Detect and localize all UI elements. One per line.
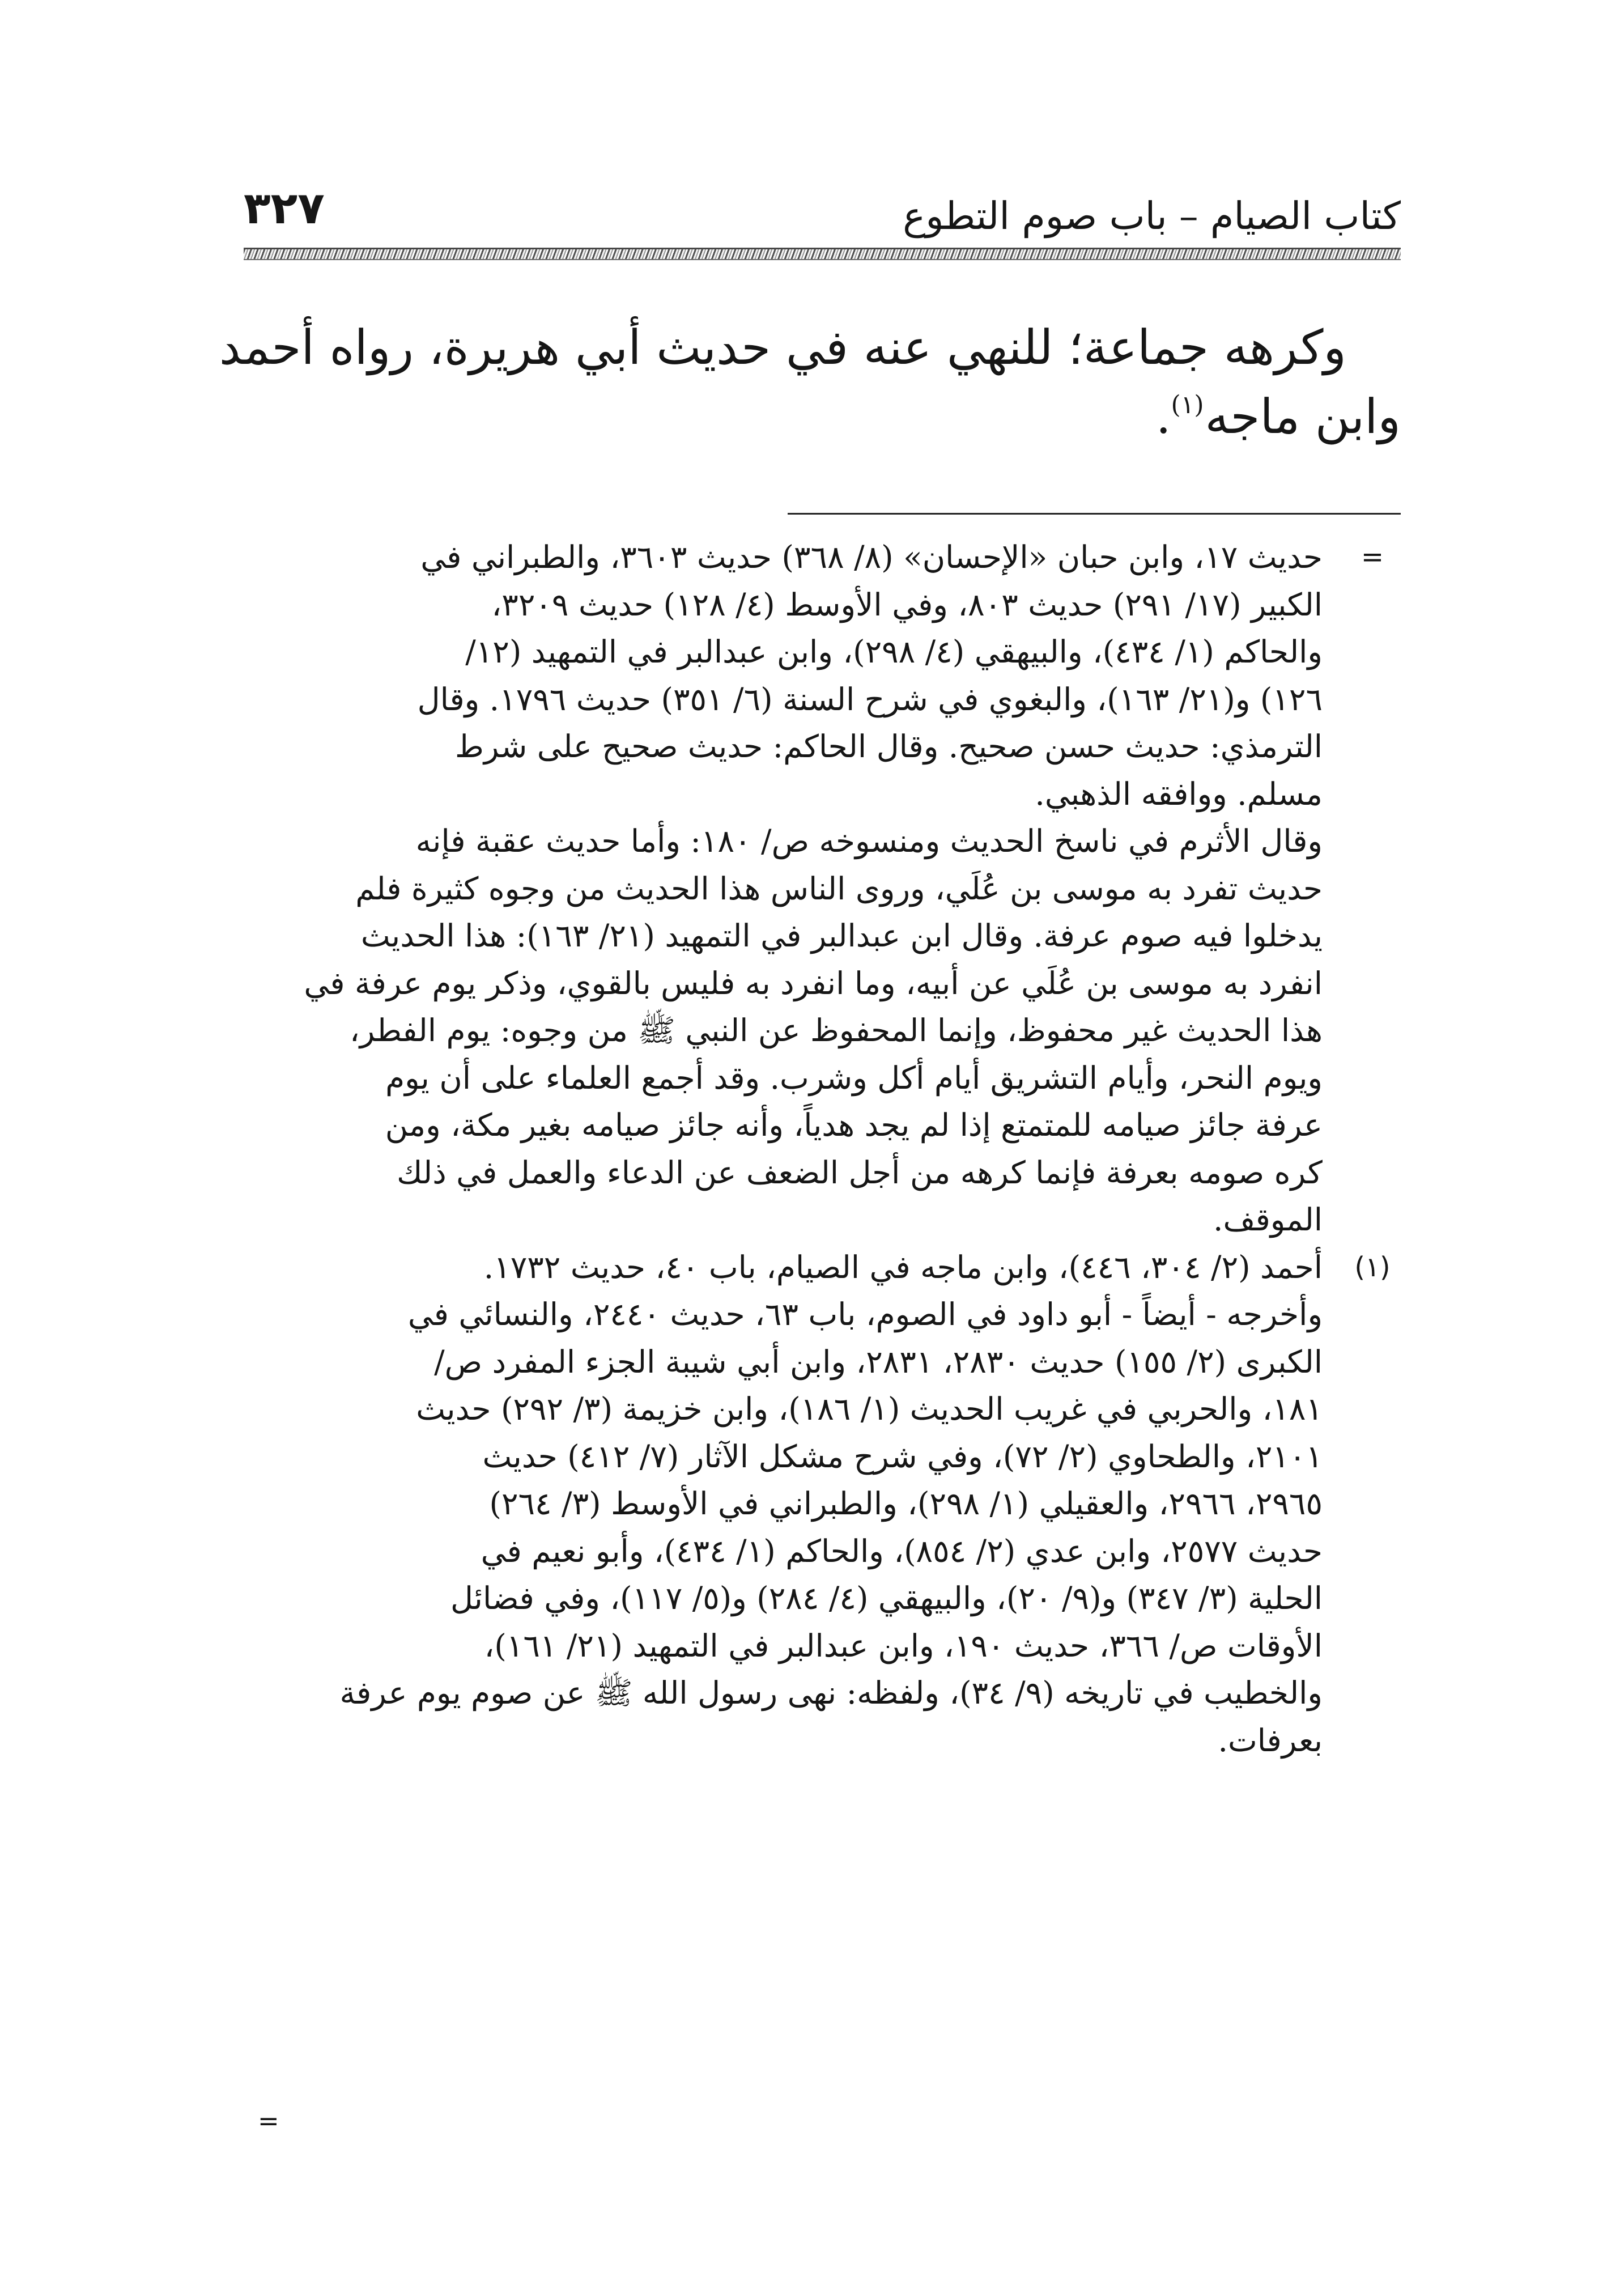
footnote-line: والخطيب في تاريخه (٩/ ٣٤)، ولفظه: نهى رسول الله ﷺ عن صوم يوم عرفة (339, 1675, 1323, 1711)
footnote-line: ويوم النحر، وأيام التشريق أيام أكل وشرب. وقد أجمع العلماء على أن يوم (385, 1059, 1323, 1096)
footnote-continuation-marker: = (258, 2106, 279, 2136)
footnote-line: بعرفات. (1218, 1722, 1323, 1759)
main-passage (219, 313, 1401, 455)
footnote-line-text: حديث ١٧، وابن حبان «الإحسان» (٨/ ٣٦٨) حديث ٣٦٠٣، والطبراني في (420, 539, 1323, 575)
page-header (244, 179, 1401, 258)
footnote-line: ٢٩٦٥، ٢٩٦٦، والعقيلي (١/ ٢٩٨)، والطبراني في الأوسط (٣/ ٢٦٤) (489, 1485, 1323, 1522)
footnote-line: والحاكم (١/ ٤٣٤)، والبيهقي (٤/ ٢٩٨)، وابن عبدالبر في التمهيد (١٢/ (465, 634, 1323, 670)
footnote-line: ١٢٦) و(٢١/ ١٦٣)، والبغوي في شرح السنة (٦/ ٣٥١) حديث ١٧٩٦. وقال (417, 681, 1323, 717)
footnote-line (249, 1244, 1401, 1292)
footnote-line: مسلم. ووافقه الذهبي. (1035, 775, 1323, 812)
continuation-marker: = (1361, 541, 1384, 573)
main-line-end-punctuation: . (1155, 389, 1171, 444)
footnote-line: وقال الأثرم في ناسخ الحديث ومنسوخه ص/ ١٨٠: وأما حديث عقبة فإنه (415, 823, 1323, 859)
footnote-line: حديث تفرد به موسى بن عُلَي، وروى الناس هذا الحديث من وجوه كثيرة فلم (355, 870, 1323, 907)
footnote-line: كره صومه بعرفة فإنما كرهه من أجل الضعف عن الدعاء والعمل في ذلك (397, 1154, 1323, 1191)
footnote-number: (١) (1354, 1251, 1391, 1283)
footnote-line: الكبرى (٢/ ١٥٥) حديث ٢٨٣٠، ٢٨٣١، وابن أبي شيبة الجزء المفرد ص/ (434, 1343, 1323, 1380)
footnote-line: الترمذي: حديث حسن صحيح. وقال الحاكم: حديث صحيح على شرط (455, 728, 1323, 765)
header-rule (244, 248, 1401, 260)
footnote-line: يدخلوا فيه صوم عرفة. وقال ابن عبدالبر في التمهيد (٢١/ ١٦٣): هذا الحديث (360, 918, 1323, 954)
main-line-text: وابن ماجه (1205, 389, 1401, 444)
footnote-reference: (١) (1171, 390, 1204, 419)
page-number: ٣٢٧ (244, 183, 325, 234)
footnote-line: ٢١٠١، والطحاوي (٢/ ٧٢)، وفي شرح مشكل الآثار (٧/ ٤١٢) حديث (482, 1438, 1323, 1475)
footnote-line: هذا الحديث غير محفوظ، وإنما المحفوظ عن النبي ﷺ من وجوه: يوم الفطر، (349, 1012, 1323, 1048)
footnote-line (249, 534, 1401, 581)
footnote-line-text: أحمد (٢/ ٣٠٤، ٤٤٦)، وابن ماجه في الصيام، باب ٤٠، حديث ١٧٣٢. (483, 1249, 1323, 1285)
footnote-line: ١٨١، والحربي في غريب الحديث (١/ ١٨٦)، وابن خزيمة (٣/ ٢٩٢) حديث (416, 1391, 1323, 1427)
running-title: كتاب الصيام – باب صوم التطوع (903, 194, 1401, 238)
footnote-line: الحلية (٣/ ٣٤٧) و(٩/ ٢٠)، والبيهقي (٤/ ٢٨٤) و(٥/ ١١٧)، وفي فضائل (450, 1580, 1323, 1616)
main-line (264, 382, 1401, 451)
footnote-line: حديث ٢٥٧٧، وابن عدي (٢/ ٨٥٤)، والحاكم (١/ ٤٣٤)، وأبو نعيم في (481, 1532, 1323, 1569)
footnotes-section (249, 534, 1401, 1764)
footnote-line: وأخرجه - أيضاً - أبو داود في الصوم، باب ٦٣، حديث ٢٤٤٠، والنسائي في (407, 1296, 1323, 1332)
footnote-line: انفرد به موسى بن عُلَي عن أبيه، وما انفرد به فليس بالقوي، وذكر يوم عرفة في (304, 965, 1323, 1001)
footnote-line: الأوقات ص/ ٣٦٦، حديث ١٩٠، وابن عبدالبر في التمهيد (٢١/ ١٦١)، (484, 1627, 1323, 1664)
footnote-line: الكبير (١٧/ ٢٩١) حديث ٨٠٣، وفي الأوسط (٤/ ١٢٨) حديث ٣٢٠٩، (491, 586, 1323, 623)
footnote-line: الموقف. (1213, 1201, 1323, 1238)
main-line: وكرهه جماعة؛ للنهي عنه في حديث أبي هريرة، رواه أحمد (219, 320, 1346, 375)
footnote-line: عرفة جائز صيامه للمتمتع إذا لم يجد هدياً، وأنه جائز صيامه بغير مكة، ومن (385, 1107, 1323, 1143)
footnote-separator (788, 513, 1401, 515)
